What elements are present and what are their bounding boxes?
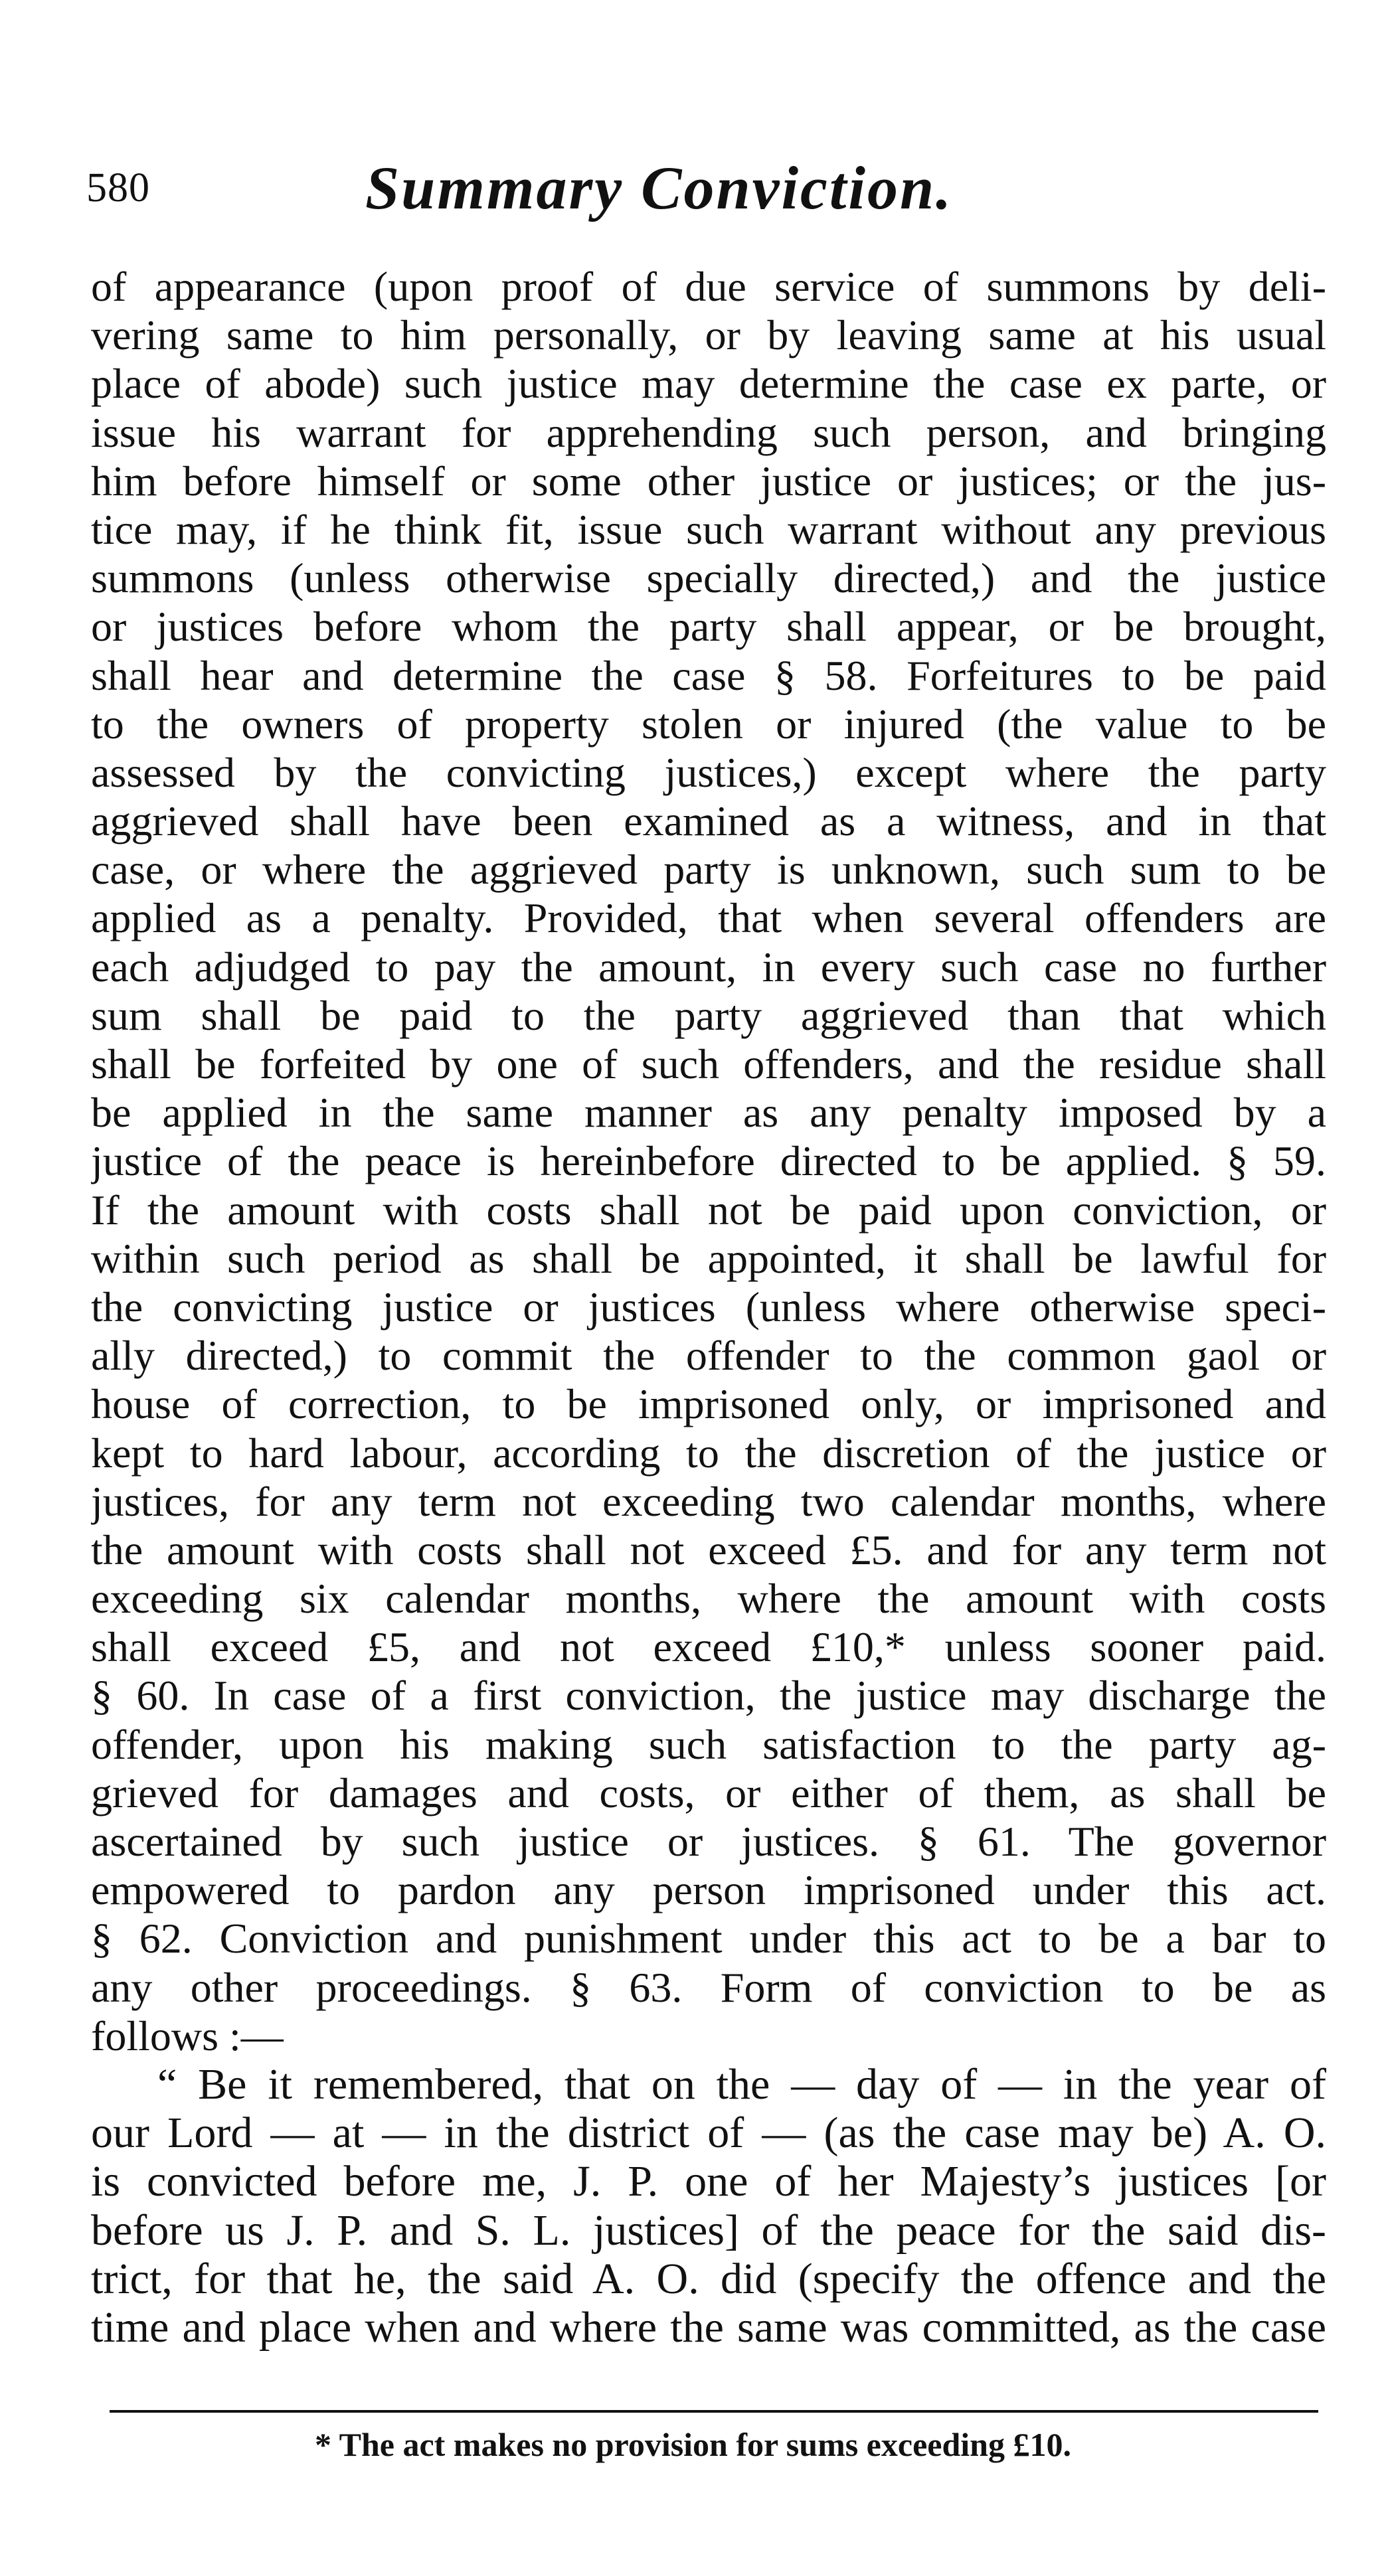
text-line: aggrieved shall have been examined as a witness, and in that: [91, 797, 1326, 845]
page-header: [86, 153, 1328, 226]
text-line: within such period as shall be appointed, it shall be lawful for: [91, 1234, 1326, 1282]
footnote-divider: [110, 2410, 1318, 2413]
quote-line: trict, for that he, the said A. O. did (specify the offence and the: [91, 2254, 1326, 2303]
quote-line: is convicted before me, J. P. one of her Majesty’s justices [or: [91, 2157, 1326, 2206]
quote-line: “ Be it remembered, that on the — day of — in the year of: [157, 2059, 1326, 2109]
text-line: place of abode) such justice may determine the case ex parte, or: [91, 360, 1326, 408]
text-line: issue his warrant for apprehending such person, and bringing: [91, 408, 1326, 456]
text-line: to the owners of property stolen or injured (the value to be: [91, 700, 1326, 748]
text-line: any other proceedings. § 63. Form of conviction to be as: [91, 1963, 1326, 2011]
text-line: § 62. Conviction and punishment under this act to be a bar to: [91, 1915, 1326, 1963]
text-line: be applied in the same manner as any penalty imposed by a: [91, 1089, 1326, 1137]
text-line: of appearance (upon proof of due service of summons by deli-: [91, 263, 1326, 310]
text-line: each adjudged to pay the amount, in every such case no further: [91, 943, 1326, 991]
text-line: exceeding six calendar months, where the amount with costs: [91, 1575, 1326, 1623]
text-line: house of correction, to be imprisoned only, or imprisoned and: [91, 1380, 1326, 1428]
body-text: [91, 262, 1326, 2352]
text-line: grieved for damages and costs, or either of them, as shall be: [91, 1769, 1326, 1816]
text-line: vering same to him personally, or by leaving same at his usual: [91, 311, 1326, 359]
text-line: § 60. In case of a first conviction, the justice may discharge the: [91, 1672, 1326, 1720]
text-line: the convicting justice or justices (unless where otherwise speci-: [91, 1283, 1326, 1330]
text-line: ascertained by such justice or justices. § 61. The governor: [91, 1818, 1326, 1865]
text-line: sum shall be paid to the party aggrieved than that which: [91, 991, 1326, 1039]
text-line: shall exceed £5, and not exceed £10,* unless sooner paid.: [91, 1623, 1326, 1671]
quote-line: before us J. P. and S. L. justices] of the peace for the said dis-: [91, 2206, 1326, 2255]
text-line: summons (unless otherwise specially directed,) and the justice: [91, 554, 1326, 602]
text-line: applied as a penalty. Provided, that when several offenders are: [91, 894, 1326, 942]
text-line: offender, upon his making such satisfaction to the party ag-: [91, 1720, 1326, 1768]
text-line: tice may, if he think fit, issue such warrant without any previous: [91, 505, 1326, 553]
text-line: justice of the peace is hereinbefore directed to be applied. § 59.: [91, 1137, 1326, 1185]
text-line: the amount with costs shall not exceed £5. and for any term not: [91, 1526, 1326, 1573]
footnote: * The act makes no provision for sums exceeding £10.: [315, 2426, 1071, 2463]
text-line: kept to hard labour, according to the discretion of the justice or: [91, 1429, 1326, 1477]
quote-line: our Lord — at — in the district of — (as the case may be) A. O.: [91, 2109, 1326, 2158]
text-line: shall hear and determine the case § 58. Forfeitures to be paid: [91, 651, 1326, 699]
text-line: case, or where the aggrieved party is unknown, such sum to be: [91, 846, 1326, 894]
text-line: shall be forfeited by one of such offenders, and the residue shall: [91, 1040, 1326, 1087]
text-line: If the amount with costs shall not be paid upon conviction, or: [91, 1186, 1326, 1234]
text-line: assessed by the convicting justices,) except where the party: [91, 748, 1326, 796]
text-line: justices, for any term not exceeding two calendar months, where: [91, 1477, 1326, 1525]
text-line: or justices before whom the party shall appear, or be brought,: [91, 603, 1326, 651]
quote-line: time and place when and where the same was committed, as the case: [91, 2302, 1326, 2352]
text-line: him before himself or some other justice or justices; or the jus-: [91, 457, 1326, 505]
running-title: Summary Conviction.: [365, 154, 954, 222]
text-line: empowered to pardon any person imprisoned under this act.: [91, 1866, 1326, 1914]
text-line: follows :—: [91, 2012, 284, 2059]
text-line: ally directed,) to commit the offender to the common gaol or: [91, 1332, 1326, 1380]
page-number: 580: [86, 165, 150, 210]
